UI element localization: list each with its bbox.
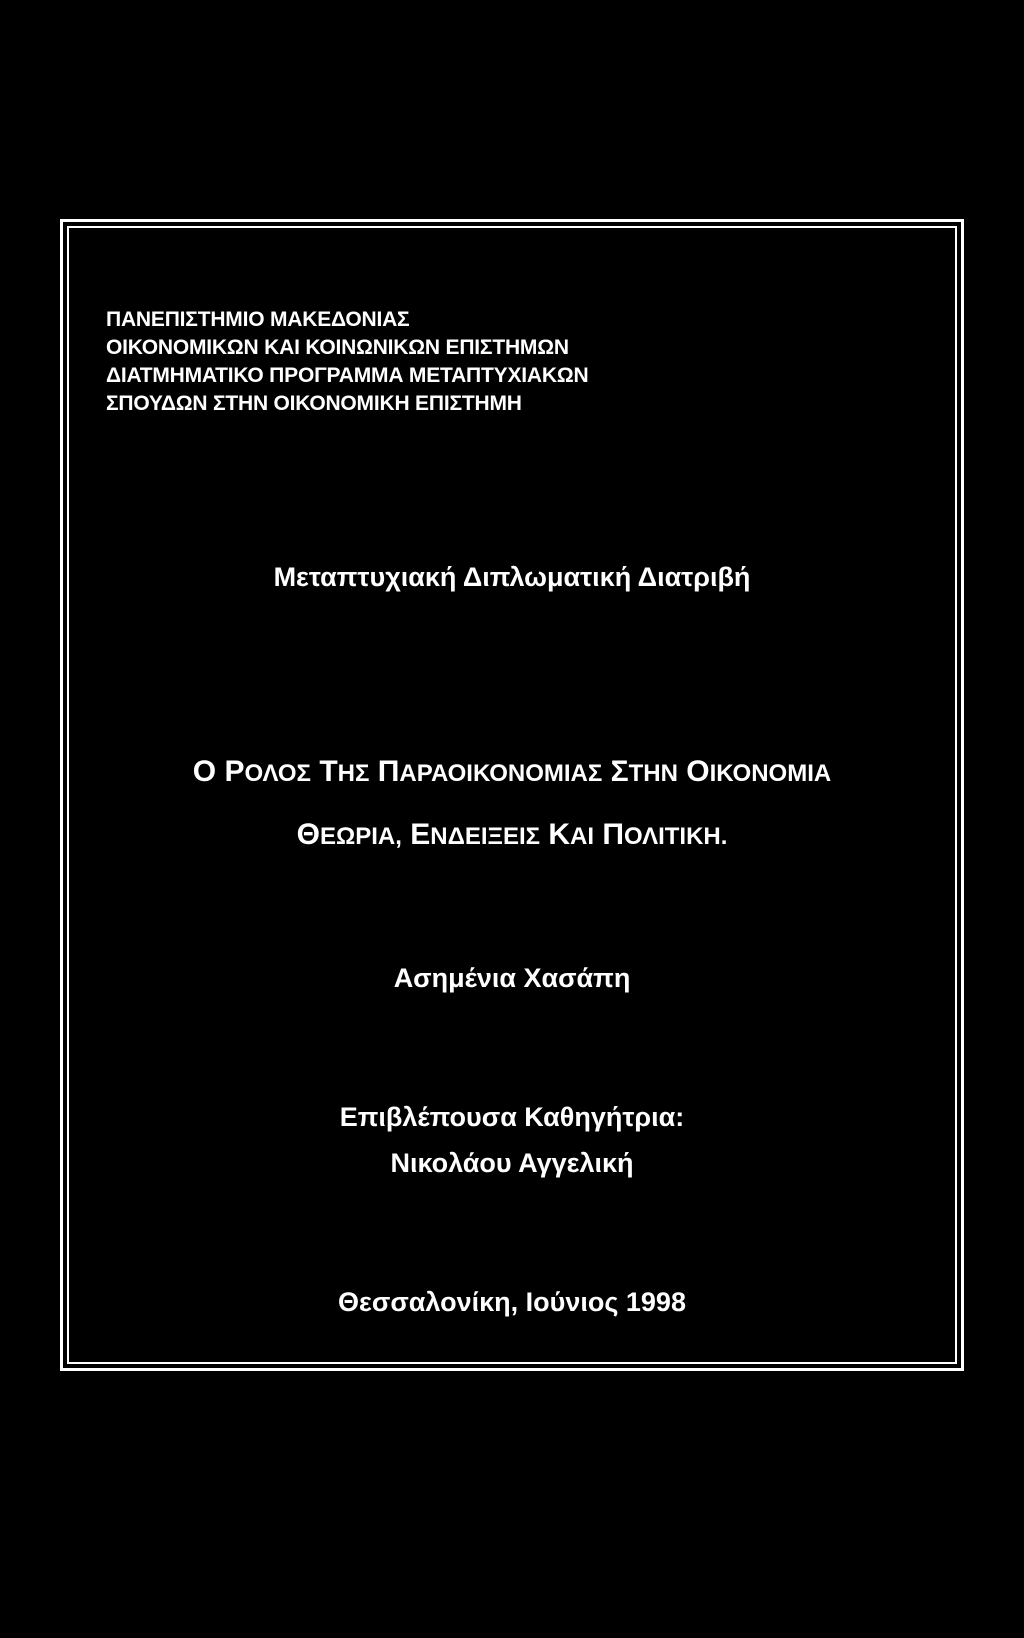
thesis-title-line-2-text: ΘΕΩΡΙΑ, ΕΝΔΕΙΞΕΙΣ ΚΑΙ ΠΟΛΙΤΙΚΗ.	[296, 818, 728, 851]
thesis-title-line-2	[0, 818, 1024, 852]
thesis-title-line-1	[0, 755, 1024, 789]
institution-line-program: ΔΙΑΤΜΗΜΑΤΙΚΟ ΠΡΟΓΡΑΜΜΑ ΜΕΤΑΠΤΥΧΙΑΚΩΝ	[106, 364, 589, 387]
supervisor-label: Επιβλέπουσα Καθηγήτρια:	[339, 1102, 685, 1132]
thesis-title-line-1-text: Ο ΡΟΛΟΣ ΤΗΣ ΠΑΡΑΟΙΚΟΝΟΜΙΑΣ ΣΤΗΝ ΟΙΚΟΝΟΜΙΑ	[192, 755, 832, 788]
author-name: Ασημένια Χασάπη	[393, 963, 631, 993]
document-type: Μεταπτυχιακή Διπλωματική Διατριβή	[273, 562, 751, 592]
institution-line-school: ΟΙΚΟΝΟΜΙΚΩΝ ΚΑΙ ΚΟΙΝΩΝΙΚΩΝ ΕΠΙΣΤΗΜΩΝ	[106, 336, 569, 359]
institution-line-university: ΠΑΝΕΠΙΣΤΗΜΙΟ ΜΑΚΕΔΟΝΙΑΣ	[106, 308, 410, 331]
supervisor-name: Νικολάου Αγγελική	[390, 1148, 634, 1178]
institution-header	[106, 306, 906, 418]
institution-line-studies: ΣΠΟΥΔΩΝ ΣΤΗΝ ΟΙΚΟΝΟΜΙΚΗ ΕΠΙΣΤΗΜΗ	[106, 392, 522, 415]
place-and-date: Θεσσαλονίκη, Ιούνιος 1998	[338, 1287, 686, 1317]
